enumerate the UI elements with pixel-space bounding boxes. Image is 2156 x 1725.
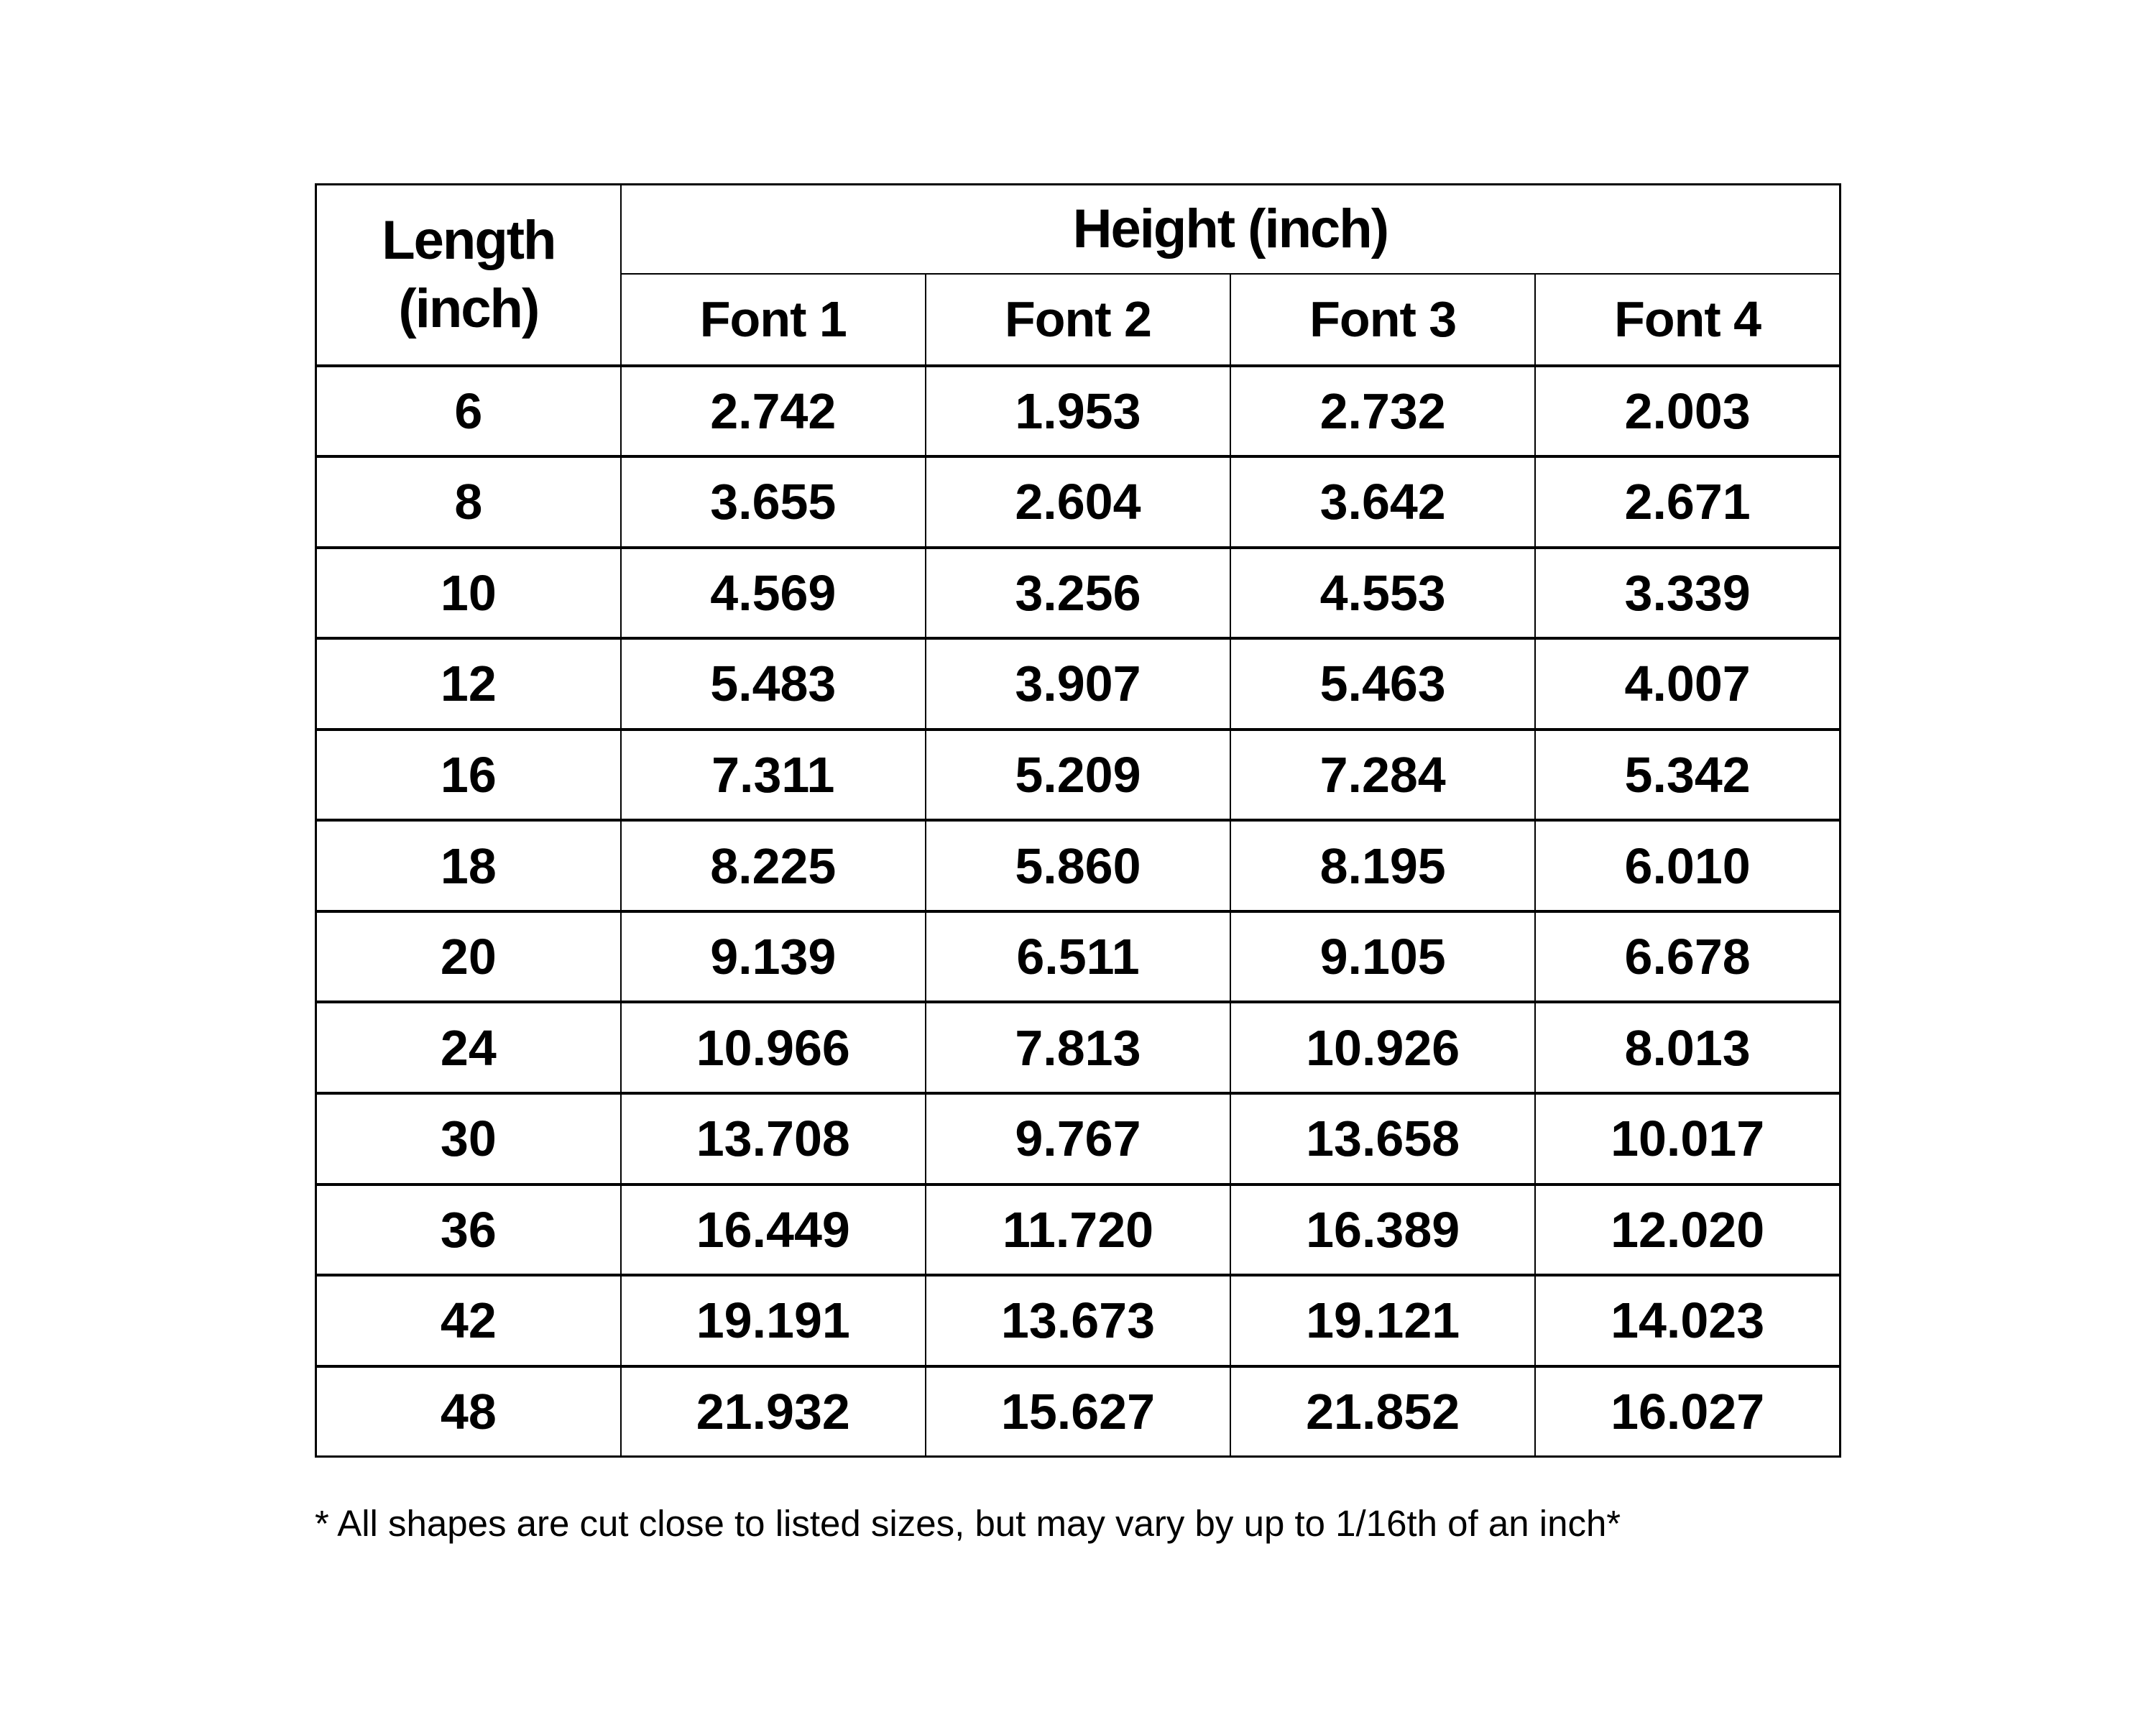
height-cell: 8.195	[1230, 820, 1535, 911]
height-cell: 16.449	[621, 1184, 926, 1276]
length-header-line1: Length	[382, 209, 556, 271]
height-cell: 6.511	[926, 911, 1230, 1003]
table-row	[316, 1093, 1841, 1184]
height-cell: 21.852	[1230, 1366, 1535, 1457]
height-cell: 21.932	[621, 1366, 926, 1457]
height-cell: 7.311	[621, 730, 926, 821]
table-row	[316, 1184, 1841, 1276]
column-header-font-4: Font 4	[1535, 274, 1840, 366]
height-cell: 14.023	[1535, 1275, 1840, 1366]
height-cell: 13.673	[926, 1275, 1230, 1366]
height-cell: 19.191	[621, 1275, 926, 1366]
height-cell: 5.342	[1535, 730, 1840, 821]
size-chart-table	[315, 183, 1841, 1458]
height-cell: 10.966	[621, 1002, 926, 1093]
height-cell: 5.463	[1230, 638, 1535, 730]
length-cell: 20	[316, 911, 621, 1003]
table-row	[316, 1275, 1841, 1366]
height-cell: 5.209	[926, 730, 1230, 821]
height-cell: 19.121	[1230, 1275, 1535, 1366]
length-cell: 10	[316, 548, 621, 639]
height-cell: 7.284	[1230, 730, 1535, 821]
height-cell: 6.010	[1535, 820, 1840, 911]
height-cell: 13.708	[621, 1093, 926, 1184]
column-header-font-2: Font 2	[926, 274, 1230, 366]
height-cell: 6.678	[1535, 911, 1840, 1003]
height-cell: 5.860	[926, 820, 1230, 911]
height-cell: 9.767	[926, 1093, 1230, 1184]
height-cell: 5.483	[621, 638, 926, 730]
height-cell: 4.553	[1230, 548, 1535, 639]
table-row	[316, 638, 1841, 730]
height-cell: 10.017	[1535, 1093, 1840, 1184]
height-cell: 15.627	[926, 1366, 1230, 1457]
length-header-line2: (inch)	[398, 278, 539, 340]
length-cell: 6	[316, 366, 621, 457]
height-cell: 9.105	[1230, 911, 1535, 1003]
height-cell: 13.658	[1230, 1093, 1535, 1184]
group-header-row	[316, 185, 1841, 274]
height-cell: 10.926	[1230, 1002, 1535, 1093]
height-cell: 9.139	[621, 911, 926, 1003]
footnote: * All shapes are cut close to listed sizes, but may vary by up to 1/16th of an inch*	[315, 1503, 1621, 1544]
length-cell: 8	[316, 456, 621, 548]
height-cell: 12.020	[1535, 1184, 1840, 1276]
height-cell: 16.027	[1535, 1366, 1840, 1457]
table-row	[316, 1002, 1841, 1093]
height-cell: 8.225	[621, 820, 926, 911]
table-row	[316, 456, 1841, 548]
height-cell: 3.256	[926, 548, 1230, 639]
length-cell: 36	[316, 1184, 621, 1276]
height-group-header: Height (inch)	[621, 185, 1841, 274]
height-cell: 3.642	[1230, 456, 1535, 548]
height-cell: 4.007	[1535, 638, 1840, 730]
length-column-header	[316, 185, 621, 366]
length-cell: 18	[316, 820, 621, 911]
height-cell: 16.389	[1230, 1184, 1535, 1276]
table-row	[316, 366, 1841, 457]
height-cell: 3.907	[926, 638, 1230, 730]
height-cell: 2.604	[926, 456, 1230, 548]
height-cell: 3.655	[621, 456, 926, 548]
table-row	[316, 1366, 1841, 1457]
length-cell: 16	[316, 730, 621, 821]
height-cell: 11.720	[926, 1184, 1230, 1276]
table-row	[316, 911, 1841, 1003]
length-cell: 42	[316, 1275, 621, 1366]
length-cell: 24	[316, 1002, 621, 1093]
height-cell: 2.742	[621, 366, 926, 457]
height-cell: 3.339	[1535, 548, 1840, 639]
height-cell: 7.813	[926, 1002, 1230, 1093]
length-cell: 48	[316, 1366, 621, 1457]
column-header-font-1: Font 1	[621, 274, 926, 366]
height-cell: 1.953	[926, 366, 1230, 457]
table-row	[316, 820, 1841, 911]
length-cell: 30	[316, 1093, 621, 1184]
height-cell: 2.003	[1535, 366, 1840, 457]
height-cell: 2.732	[1230, 366, 1535, 457]
column-header-font-3: Font 3	[1230, 274, 1535, 366]
table-row	[316, 548, 1841, 639]
height-cell: 8.013	[1535, 1002, 1840, 1093]
height-cell: 2.671	[1535, 456, 1840, 548]
height-cell: 4.569	[621, 548, 926, 639]
length-cell: 12	[316, 638, 621, 730]
table-row	[316, 730, 1841, 821]
